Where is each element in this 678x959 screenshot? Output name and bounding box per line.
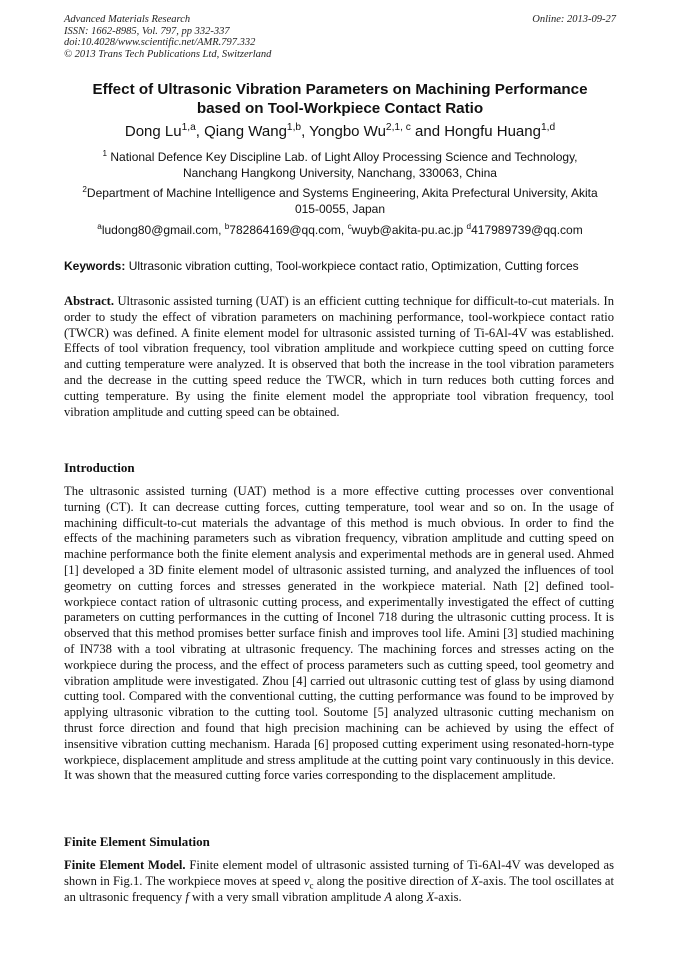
fem-text: -axis. The tool oscillates at an ultrasonic frequency xyxy=(64,873,614,904)
fem-text: with a very small vibration amplitude xyxy=(188,889,385,904)
doi-line: doi:10.4028/www.scientific.net/AMR.797.332 xyxy=(64,37,256,48)
x-axis-symbol: X xyxy=(471,873,479,888)
author-name: Yongbo Wu xyxy=(309,123,386,140)
journal-name: Advanced Materials Research xyxy=(64,14,191,25)
fem-text: -axis. xyxy=(434,889,462,904)
introduction-paragraph: The ultrasonic assisted turning (UAT) method is a more effective cutting processes over conventional turning (CT). It can decrease cutting forces, cutting temperature, tool wear and so on. In the usage of machining difficult-to-cut materials the advantage of this method is much obvious. In order to find the effects of the machining parameters such as vibration frequency, vibration amplitude and cutting speed on machine performance both the finite element analysis and experimental methods are in general used. Ahmed [1] developed a 3D finite element model of ultrasonic assisted turning, and analyzed the influences of tool geometry on cutting forces and stresses generated in the workpiece material. Nath [2] defined tool-workpiece contact ration of ultrasonic cutting process, and experimentally investigated the effect of cutting parameters on cutting performances in the cutting of Inconel 718 during the ultrasonic cutting process. It is observed that this method promises better surface finish and improves tool life. Amini [3] studied machining of IN738 with a tool vibrating at ultrasonic frequency. The machining forces and stresses acting on the workpiece during the process, and the effect of process parameters such as cutting speed, tool geometry and vibration amplitude were investigated. Zhou [4] carried out ultrasonic cutting test of glass by using diamond cutting tool. Compared with the conventional cutting, the cutting performance was found to be improved by applying ultrasonic vibration to the cutting tool. Soutome [5] analyzed ultrasonic cutting mechanism on thrust force direction and found that high precision machining can be achieved by using the effect of insensitive vibration cutting mechanism. Harada [6] proposed cutting experiment using resonated-horn-type workpiece, displacement amplitude and stress amplitude at the cutting point vary continuously in this device. It was shown that the measured cutting force varies corresponding to the displacement amplitude. xyxy=(64,484,614,783)
author-name: Dong Lu xyxy=(124,123,182,140)
email-mark: a xyxy=(97,222,102,231)
author-affiliation-mark: 1,d xyxy=(540,122,556,133)
keywords xyxy=(64,258,624,274)
copyright-line: © 2013 Trans Tech Publications Ltd, Switzerland xyxy=(64,48,272,60)
affiliation-mark: 1 xyxy=(102,149,108,158)
keywords-text: Ultrasonic vibration cutting, Tool-workpiece contact ratio, Optimization, Cutting forces xyxy=(125,259,579,273)
keywords-label: Keywords: xyxy=(64,259,126,273)
fem-text: along the positive direction of xyxy=(313,873,472,888)
speed-subscript: c xyxy=(309,880,314,891)
affiliation-1 xyxy=(64,149,616,181)
affiliation-text: Nanchang Hangkong University, Nanchang, 330063, China xyxy=(183,166,497,180)
amplitude-symbol: A xyxy=(384,889,393,904)
frequency-symbol: f xyxy=(185,889,189,904)
email-list xyxy=(64,222,616,238)
email-address: wuyb@akita-pu.ac.jp xyxy=(351,223,467,237)
section-heading-introduction: Introduction xyxy=(64,460,135,475)
section-heading-finite-element-simulation: Finite Element Simulation xyxy=(64,834,210,849)
author-list xyxy=(64,122,616,142)
finite-element-model-paragraph xyxy=(64,858,614,905)
fem-text: along xyxy=(392,889,427,904)
fem-text: Finite element model of ultrasonic assisted turning of Ti-6Al-4V was developed as shown in Fig.1. The workpiece moves at speed xyxy=(64,858,615,888)
email-address: ludong80@gmail.com, xyxy=(101,223,225,237)
email-mark: c xyxy=(347,222,352,231)
email-address: 417989739@qq.com xyxy=(471,223,583,237)
paper-title xyxy=(64,80,616,118)
online-date: Online: 2013-09-27 xyxy=(532,14,616,25)
fem-label: Finite Element Model. xyxy=(64,858,186,872)
author-separator: , xyxy=(301,123,310,140)
abstract-label: Abstract. xyxy=(64,294,115,308)
affiliation-text: Department of Machine Intelligence and Systems Engineering, Akita Prefectural University, Akita xyxy=(86,186,598,200)
issn-line: ISSN: 1662-8985, Vol. 797, pp 332-337 xyxy=(64,25,230,37)
author-separator: and xyxy=(410,123,445,140)
author-name: Qiang Wang xyxy=(204,123,287,140)
affiliation-mark: 2 xyxy=(82,185,87,194)
abstract xyxy=(64,294,614,420)
journal-header xyxy=(64,14,616,60)
affiliation-text: 015-0055, Japan xyxy=(294,202,386,216)
abstract-text: Ultrasonic assisted turning (UAT) is an efficient cutting technique for difficult-to-cut materials. In order to study the effect of vibration parameters on machining performance, tool-workpiece contact ratio (TWCR) was defined. A finite element model for ultrasonic assisted turning of Ti-6Al-4V was established. Effects of tool vibration frequency, tool vibration amplitude and workpiece cutting speed on cutting force and cutting temperature were analyzed. It is observed that both the increase in the tool vibration parameters and the decrease in the cutting speed reduce the TWCR, which in turn reduces both cutting forces and cutting temperature. By using the finite element model the appropriate tool vibration frequency, tool vibration amplitude and cutting speed can be obtained. xyxy=(64,294,614,419)
author-affiliation-mark: 2,1, c xyxy=(385,122,411,133)
x-axis-symbol: X xyxy=(426,889,435,904)
email-address: 782864169@qq.com, xyxy=(229,223,348,237)
email-mark: b xyxy=(224,222,230,231)
title-line-2: based on Tool-Workpiece Contact Ratio xyxy=(196,100,484,117)
affiliation-text: National Defence Key Discipline Lab. of Light Alloy Processing Science and Technology, xyxy=(107,150,578,164)
title-line-1: Effect of Ultrasonic Vibration Parameters on Machining Performance xyxy=(92,81,588,98)
affiliation-2 xyxy=(64,185,616,217)
email-mark: d xyxy=(466,222,472,231)
author-name: Hongfu Huang xyxy=(444,123,541,140)
speed-symbol: v xyxy=(303,873,310,888)
author-separator: , xyxy=(195,123,205,140)
author-affiliation-mark: 1,a xyxy=(181,122,196,133)
author-affiliation-mark: 1,b xyxy=(286,122,302,133)
